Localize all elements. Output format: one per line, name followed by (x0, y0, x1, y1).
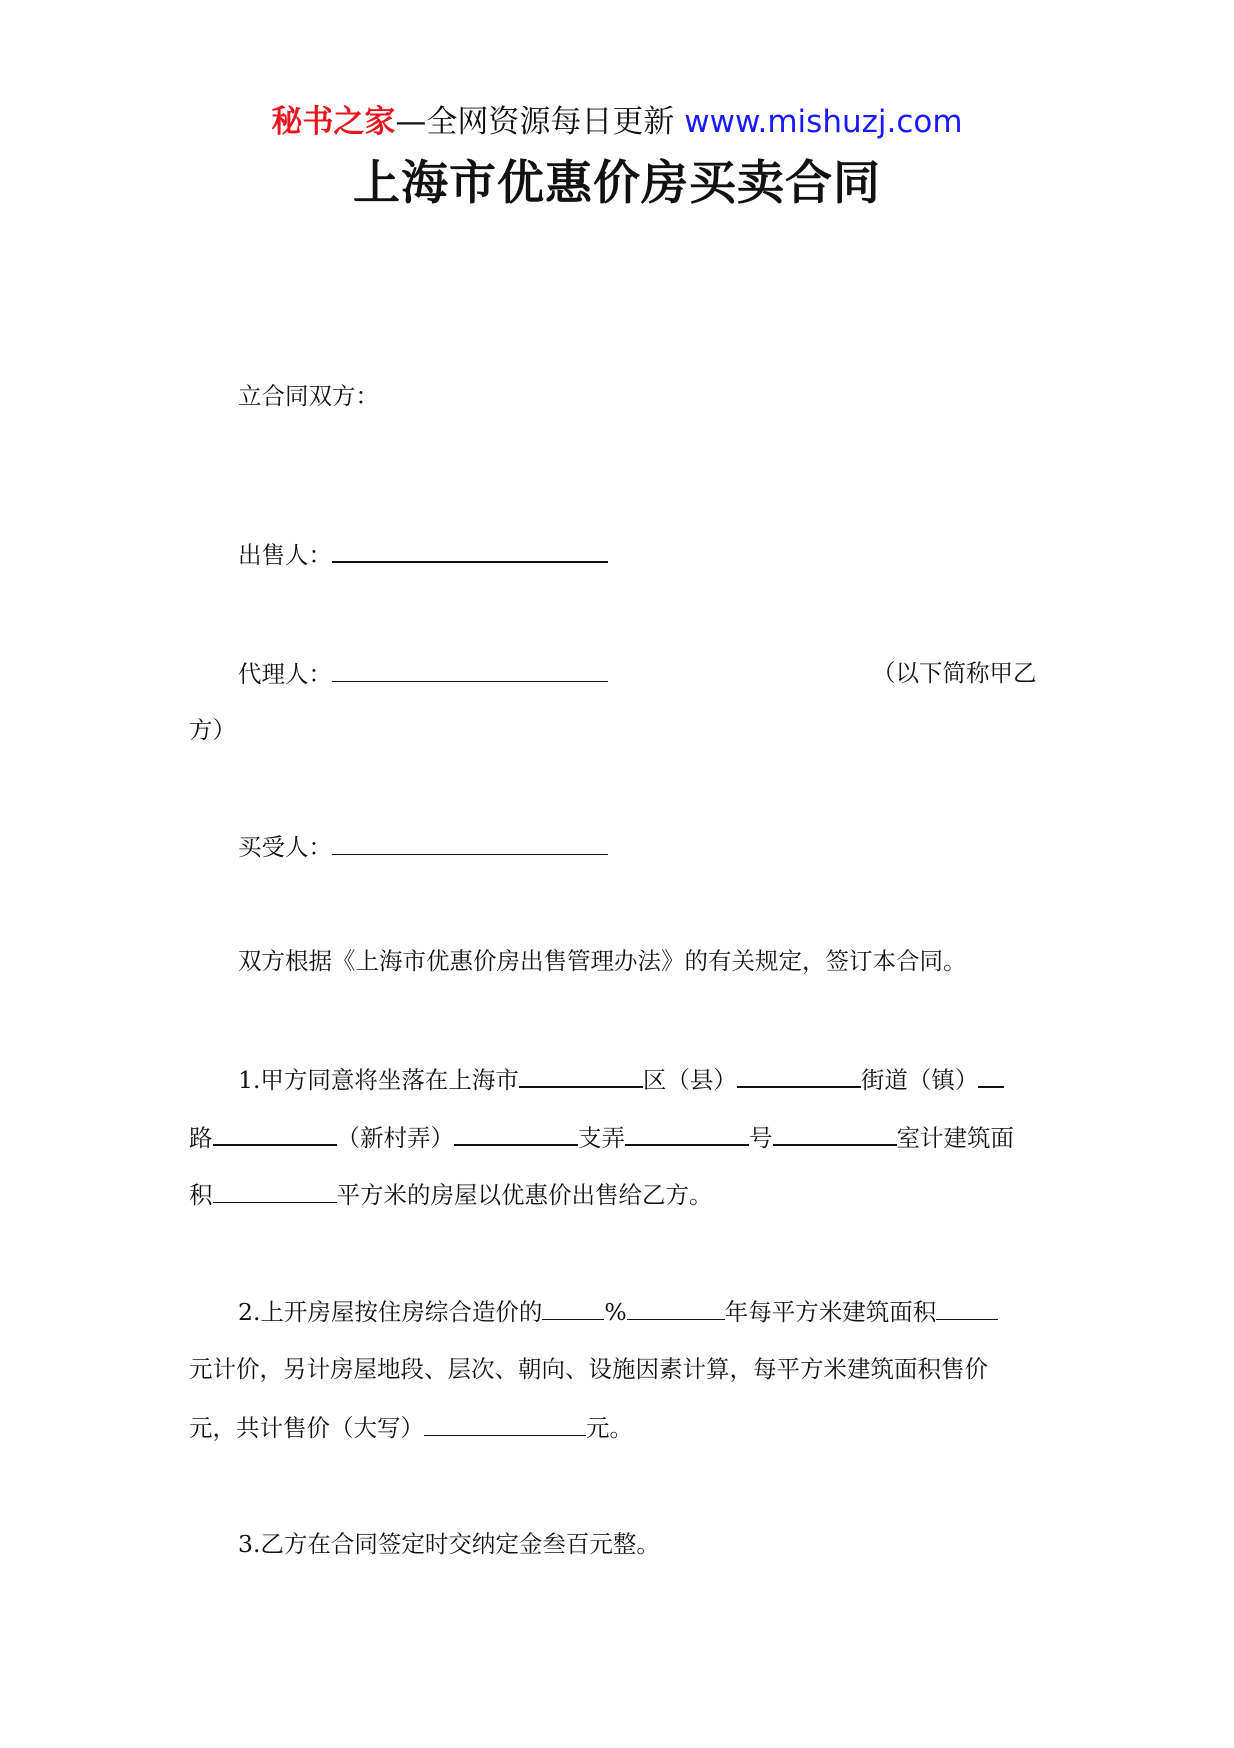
agent-row (238, 657, 608, 690)
clause1-text: 区（县） (642, 1066, 737, 1094)
area-blank[interactable] (213, 1178, 337, 1203)
clause2-text: 年每平方米建筑面积 (724, 1298, 937, 1326)
clause1-text: 号 (749, 1124, 773, 1152)
seller-blank[interactable] (332, 537, 608, 563)
agent-label: 代理人： (238, 660, 332, 688)
buyer-row (238, 830, 608, 863)
year-blank[interactable] (627, 1295, 725, 1320)
clause1-text: （新村弄） (336, 1124, 454, 1152)
percent-blank[interactable] (542, 1295, 604, 1320)
buyer-blank[interactable] (332, 830, 608, 855)
seller-label: 出售人： (238, 541, 332, 569)
seller-row (238, 537, 608, 571)
price-blank[interactable] (936, 1295, 998, 1320)
agent-blank[interactable] (332, 657, 608, 682)
buyer-label: 买受人： (238, 833, 332, 861)
abbrev-note: （以下简称甲乙 (872, 659, 1037, 687)
site-banner (0, 100, 1234, 144)
banner-tagline: —全网资源每日更新 (395, 104, 675, 140)
clause1-text: 1.甲方同意将坐落在上海市 (238, 1066, 519, 1094)
parties-intro: 立合同双方： (238, 382, 379, 410)
clause1-text: 路 (189, 1124, 213, 1152)
site-url-link[interactable]: www.mishuzj.com (684, 104, 963, 140)
clause2-line2: 元计价，另计房屋地段、层次、朝向、设施因素计算，每平方米建筑面积售价 (189, 1355, 988, 1383)
number-blank[interactable] (773, 1120, 897, 1146)
clause1-line3 (189, 1178, 713, 1211)
clause2-text: 元，共计售价（大写） (189, 1414, 424, 1442)
total-price-blank[interactable] (424, 1411, 586, 1436)
clause2-line3 (189, 1411, 633, 1444)
abbrev-note-cont: 方） (189, 716, 236, 744)
sublane-blank[interactable] (625, 1120, 749, 1146)
road-blank[interactable] (213, 1120, 337, 1146)
brand-name: 秘书之家 (271, 104, 396, 140)
preamble: 双方根据《上海市优惠价房出售管理办法》的有关规定，签订本合同。 (238, 947, 967, 975)
clause1-line2 (189, 1120, 1014, 1154)
document-title: 上海市优惠价房买卖合同 (353, 156, 881, 211)
street-blank[interactable] (737, 1062, 861, 1088)
clause1-text: 街道（镇） (860, 1066, 979, 1094)
clause1-text: 室计建筑面 (896, 1124, 1014, 1152)
clause2-text: 元。 (586, 1414, 633, 1442)
clause1-text: 平方米的房屋以优惠价出售给乙方。 (336, 1181, 713, 1209)
clause1-text: 支弄 (578, 1124, 625, 1152)
clause3: 3.乙方在合同签定时交纳定金叁百元整。 (238, 1530, 660, 1558)
lane-blank[interactable] (454, 1120, 578, 1146)
district-blank[interactable] (519, 1062, 643, 1088)
clause2-text: 2.上开房屋按住房综合造价的 (238, 1298, 543, 1326)
clause1-text: 积 (189, 1181, 213, 1209)
clause2-line1 (238, 1295, 998, 1328)
clause1-line1 (238, 1062, 1004, 1096)
road-blank-start[interactable] (978, 1062, 1004, 1088)
clause2-text: % (604, 1298, 627, 1326)
